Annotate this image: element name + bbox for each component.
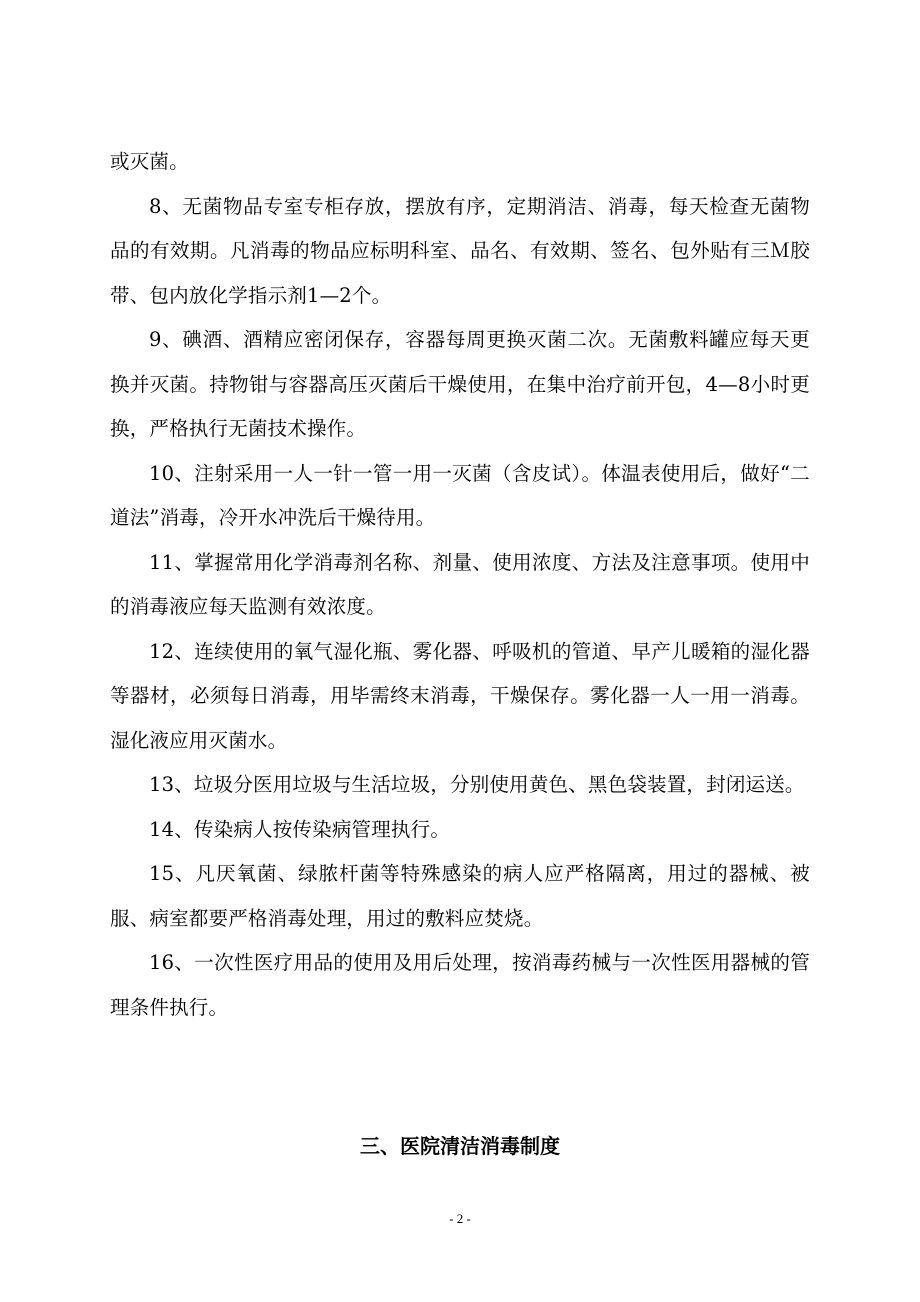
paragraph-continuation: 或灭菌。 (110, 150, 189, 173)
paragraph-item-8: 8、无菌物品专室专柜存放，摆放有序，定期消洁、消毒，每天检查无菌物品的有效期。凡消毒的物品应标明科室、品名、有效期、签名、包外贴有三Ｍ胶带、包内放化学指示剂1—2个。 (110, 194, 810, 307)
paragraph-item-10: 10、注射采用一人一针一管一用一灭菌（含皮试）。体温表使用后，做好“二道法”消毒，冷开水冲洗后干燥待用。 (110, 461, 810, 529)
paragraph-item-13: 13、垃圾分医用垃圾与生活垃圾，分别使用黄色、黑色袋装置，封闭运送。 (149, 773, 805, 796)
paragraph-item-12: 12、连续使用的氧气湿化瓶、雾化器、呼吸机的管道、早产儿暖箱的湿化器等器材，必须每日消毒，用毕需终末消毒，干燥保存。雾化器一人一用一消毒。湿化液应用灭菌水。 (110, 639, 810, 752)
paragraph-item-9: 9、碘酒、酒精应密闭保存，容器每周更换灭菌二次。无菌敷料罐应每天更换并灭菌。持物钳与容器高压灭菌后干燥使用，在集中治疗前开包，4—8小时更换，严格执行无菌技术操作。 (110, 328, 810, 440)
document-body (110, 140, 810, 1030)
section-heading: 三、医院清洁消毒制度 (360, 1134, 560, 1158)
paragraph-item-11: 11、掌握常用化学消毒剂名称、剂量、使用浓度、方法及注意事项。使用中的消毒液应每天监测有效浓度。 (110, 550, 810, 618)
paragraph-item-16: 16、一次性医疗用品的使用及用后处理，按消毒药械与一次性医用器械的管理条件执行。 (110, 951, 810, 1019)
paragraph-item-14: 14、传染病人按传染病管理执行。 (149, 817, 451, 841)
paragraph-item-15: 15、凡厌氧菌、绿脓杆菌等特殊感染的病人应严格隔离，用过的器械、被服、病室都要严格消毒处理，用过的敷料应焚烧。 (110, 862, 810, 930)
page-number: - 2 - (449, 1211, 471, 1226)
